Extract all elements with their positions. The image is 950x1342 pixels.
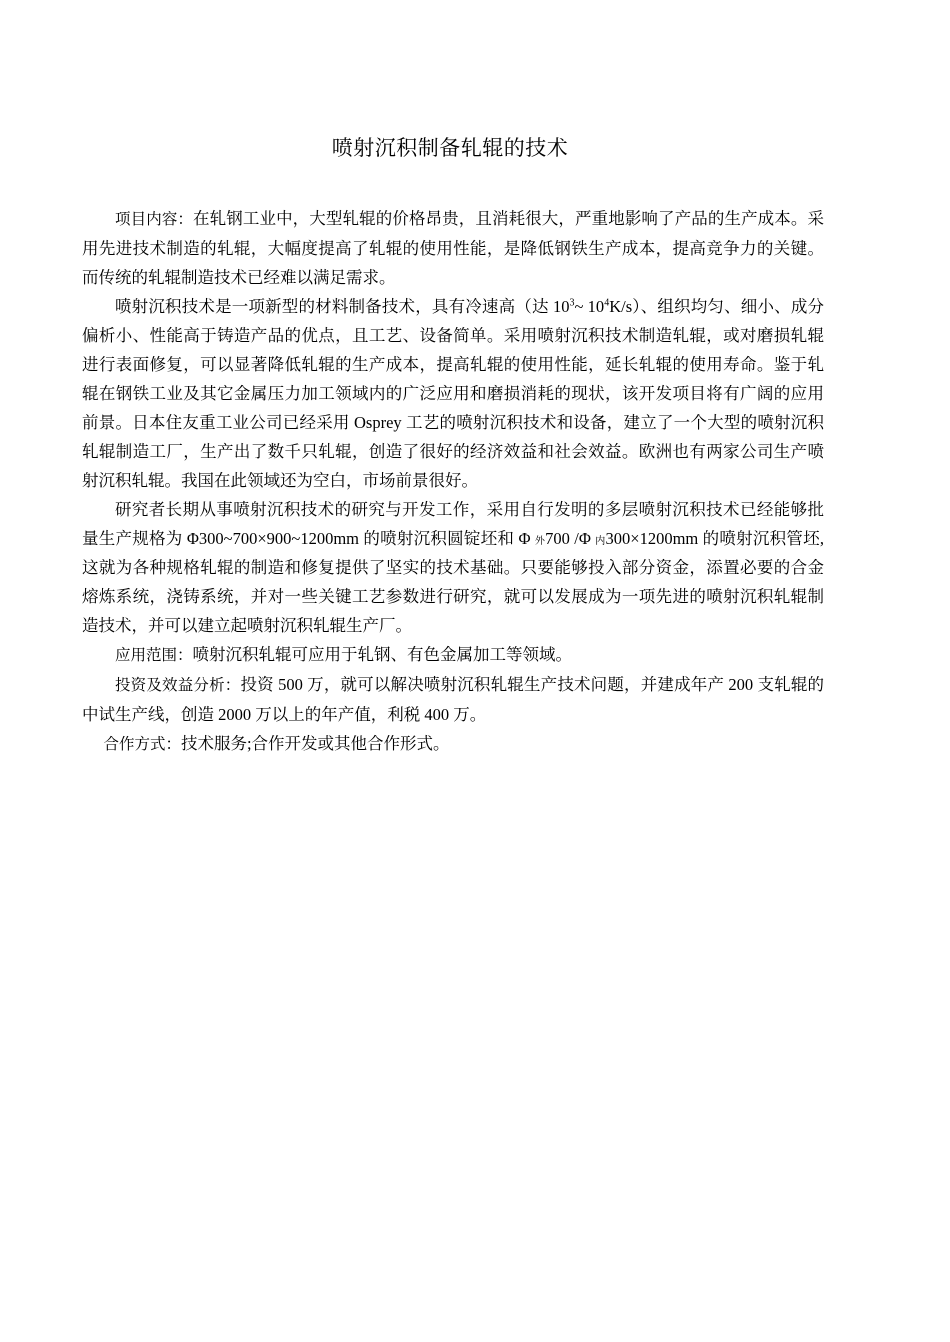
text-technology-intro-b: ~ 10 <box>574 297 605 316</box>
paragraph-research-status <box>82 495 824 640</box>
paragraph-investment-benefit <box>82 670 824 729</box>
text-research-status-b: 700 /Φ <box>545 529 596 548</box>
label-project-content: 项目内容： <box>115 210 194 228</box>
page-title: 喷射沉积制备轧辊的技术 <box>331 136 569 160</box>
text-research-status-c: 300×1200mm 的喷射沉积管坯,这就为各种规格轧辊的制造和修复提供了坚实的技术基础。只要能够投入部分资金，添置必要的合金熔炼系统，浇铸系统，并对一些关键工艺参数进行研究，就可以发展成为一项先进的喷射沉积轧辊制造技术，并可以建立起喷射沉积轧辊生产厂。 <box>82 529 824 635</box>
text-research-status-a: 研究者长期从事喷射沉积技术的研究与开发工作，采用自行发明的多层喷射沉积技术已经能够批量生产规格为 Φ300~700×900~1200mm 的喷射沉积圆锭坯和 Φ <box>82 500 824 548</box>
paragraph-project-content <box>82 204 824 292</box>
label-cooperation: 合作方式： <box>103 735 181 753</box>
document-body <box>82 204 824 759</box>
text-technology-intro-a: 喷射沉积技术是一项新型的材料制备技术，具有冷速高（达 10 <box>115 297 570 316</box>
text-project-content: 在轧钢工业中，大型轧辊的价格昂贵，且消耗很大，严重地影响了产品的生产成本。采用先进技术制造的轧辊，大幅度提高了轧辊的使用性能，是降低钢铁生产成本，提高竞争力的关键。而传统的轧辊制造技术已经难以满足需求。 <box>82 209 824 287</box>
superscript-exponent-4: 4 <box>604 297 610 309</box>
paragraph-application-scope <box>82 640 824 670</box>
paragraph-technology-intro <box>82 292 824 495</box>
text-technology-intro-c: K/s）、组织均匀、细小、成分偏析小、性能高于铸造产品的优点，且工艺、设备简单。采用喷射沉积技术制造轧辊，或对磨损轧辊进行表面修复，可以显著降低轧辊的生产成本，提高轧辊的使用性能，延长轧辊的使用寿命。鉴于轧辊在钢铁工业及其它金属压力加工领域内的广泛应用和磨损消耗的现状，该开发项目将有广阔的应用前景。日本住友重工业公司已经采用 Osprey 工艺的喷射沉积技术和设备，建立了一个大型的喷射沉积轧辊制造工厂，生产出了数千只轧辊，创造了很好的经济效益和社会效益。欧洲也有两家公司生产喷射沉积轧辊。我国在此领域还为空白，市场前景很好。 <box>82 297 825 490</box>
paragraph-cooperation <box>82 729 824 759</box>
subscript-outer: 外 <box>534 536 546 547</box>
text-investment-benefit: 投资 500 万，就可以解决喷射沉积轧辊生产技术问题，并建成年产 200 支轧辊的中试生产线，创造 2000 万以上的年产值，利税 400 万。 <box>82 675 824 724</box>
superscript-exponent-3: 3 <box>569 297 575 309</box>
label-application-scope: 应用范围： <box>115 646 193 664</box>
text-application-scope: 喷射沉积轧辊可应用于轧钢、有色金属加工等领域。 <box>192 645 573 664</box>
text-cooperation: 技术服务;合作开发或其他合作形式。 <box>180 734 450 753</box>
label-investment-benefit: 投资及效益分析： <box>115 676 241 694</box>
subscript-inner: 内 <box>595 536 606 547</box>
